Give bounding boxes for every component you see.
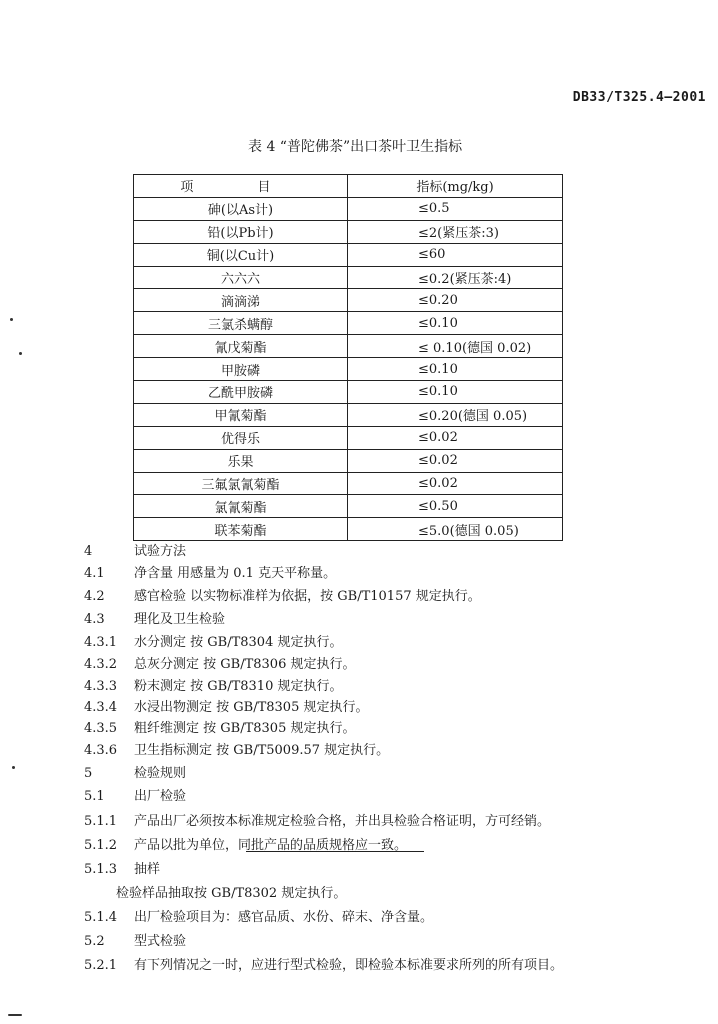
table-row: [134, 220, 563, 243]
clause-line: [84, 810, 550, 829]
table-title: 表 4 “普陀佛茶”出口茶叶卫生指标: [248, 139, 463, 155]
clause-number: 5.1.1: [84, 814, 118, 829]
clause-number: 5: [84, 766, 93, 781]
clause-number: 5.2.1: [84, 958, 118, 973]
value-cell: ≤0.20(德国 0.05): [348, 403, 563, 426]
value-cell: ≤0.20: [348, 289, 563, 312]
clause-number: 5.1.3: [84, 862, 118, 877]
item-cell: 三氟氯氰菊酯: [134, 472, 348, 495]
clause-number: 4.3.3: [84, 679, 118, 694]
table-row: [134, 449, 563, 472]
value-cell: ≤60: [348, 243, 563, 266]
item-cell: 滴滴涕: [134, 289, 348, 312]
clause-text: 抽样: [134, 862, 161, 877]
value-cell: ≤0.10: [348, 381, 563, 404]
clause-text: 产品出厂必须按本标准规定检验合格，并出具检验合格证明，方可经销。: [134, 814, 551, 829]
clause-line: [84, 858, 160, 877]
table-row: [134, 518, 563, 541]
value-cell: ≤5.0(德国 0.05): [348, 518, 563, 541]
table-row: [134, 289, 563, 312]
value-cell: ≤0.02: [348, 449, 563, 472]
clause-text: 粉末测定 按 GB/T8310 规定执行。: [134, 679, 343, 694]
clause-number: 4.3.6: [84, 743, 118, 758]
clause-text: 水分测定 按 GB/T8304 规定执行。: [134, 635, 343, 650]
item-cell: 甲胺磷: [134, 358, 348, 381]
table-row: [134, 403, 563, 426]
clause-text: 有下列情况之一时，应进行型式检验，即检验本标准要求所列的所有项目。: [134, 958, 564, 973]
item-cell: 三氯杀螨醇: [134, 312, 348, 335]
section-heading: [84, 540, 186, 559]
clause-text: 净含量 用感量为 0.1 克天平称量。: [134, 566, 337, 581]
table-row: [134, 426, 563, 449]
value-cell: ≤0.02: [348, 472, 563, 495]
clause-text: 出厂检验项目为：感官品质、水份、碎末、净含量。: [134, 910, 434, 925]
item-cell: 乐果: [134, 449, 348, 472]
value-cell: ≤0.10: [348, 312, 563, 335]
table-row: [134, 335, 563, 358]
value-cell: ≤0.50: [348, 495, 563, 518]
clause-text: 水浸出物测定 按 GB/T8305 规定执行。: [134, 700, 369, 715]
standard-code: DB33/T325.4—2001: [572, 90, 706, 105]
table-row: [134, 472, 563, 495]
clause-line: [116, 882, 346, 901]
item-cell: 优得乐: [134, 426, 348, 449]
clause-line: [84, 739, 389, 758]
clause-text: 粗纤维测定 按 GB/T8305 规定执行。: [134, 721, 356, 736]
table-row: [134, 197, 563, 220]
scan-speck: [10, 318, 13, 321]
horizontal-rule: [246, 851, 424, 852]
clause-number: 4.3.4: [84, 700, 118, 715]
clause-line: [84, 675, 342, 694]
item-cell: 氯氰菊酯: [134, 495, 348, 518]
clause-number: 5.1: [84, 789, 105, 804]
clause-line: [84, 717, 355, 736]
clause-number: 4.3.5: [84, 721, 118, 736]
item-cell: 铜(以Cu计): [134, 243, 348, 266]
clause-line: [84, 608, 225, 627]
scan-speck: [19, 352, 22, 355]
item-cell: 联苯菊酯: [134, 518, 348, 541]
clause-line: [84, 562, 336, 581]
clause-text: 理化及卫生检验: [134, 612, 226, 627]
clause-line: [84, 631, 342, 650]
item-cell: 甲氰菊酯: [134, 403, 348, 426]
clause-line: [84, 906, 433, 925]
table-row: [134, 495, 563, 518]
value-cell: ≤0.10: [348, 358, 563, 381]
clause-text: 检验规则: [134, 766, 187, 781]
clause-line: [84, 930, 186, 949]
clause-number: 5.1.2: [84, 838, 118, 853]
value-cell: ≤0.2(紧压茶:4): [348, 266, 563, 289]
clause-line: [84, 785, 186, 804]
clause-line: [84, 954, 563, 973]
clause-text: 总灰分测定 按 GB/T8306 规定执行。: [134, 657, 356, 672]
clause-line: [84, 653, 355, 672]
table-row: [134, 312, 563, 335]
clause-text: 型式检验: [134, 934, 187, 949]
clause-number: 5.2: [84, 934, 105, 949]
clause-text: 卫生指标测定 按 GB/T5009.57 规定执行。: [134, 743, 390, 758]
value-cell: ≤2(紧压茶:3): [348, 220, 563, 243]
scan-speck: [12, 766, 15, 769]
value-cell: ≤0.5: [348, 197, 563, 220]
clause-number: 5.1.4: [84, 910, 118, 925]
table-row: [134, 381, 563, 404]
hygiene-index-table: [133, 174, 563, 541]
clause-text: 检验样品抽取按 GB/T8302 规定执行。: [116, 886, 347, 901]
item-cell: 六六六: [134, 266, 348, 289]
clause-text: 出厂检验: [134, 789, 187, 804]
clause-text: 感官检验 以实物标准样为依据，按 GB/T10157 规定执行。: [134, 589, 481, 604]
item-cell: 氰戊菊酯: [134, 335, 348, 358]
item-cell: 乙酰甲胺磷: [134, 381, 348, 404]
table-row: [134, 358, 563, 381]
item-cell: 铅(以Pb计): [134, 220, 348, 243]
clause-number: 4.2: [84, 589, 105, 604]
clause-line: [84, 696, 368, 715]
clause-text: 产品以批为单位，同批产品的品质规格应一致。: [134, 838, 408, 853]
table-row: [134, 266, 563, 289]
value-cell: ≤0.02: [348, 426, 563, 449]
clause-text: 试验方法: [134, 544, 187, 559]
clause-number: 4: [84, 544, 93, 559]
clause-number: 4.1: [84, 566, 105, 581]
item-cell: 砷(以As计): [134, 197, 348, 220]
table-header-row: [134, 175, 563, 198]
column-header-value: 指标(mg/kg): [348, 175, 563, 198]
value-cell: ≤ 0.10(德国 0.02): [348, 335, 563, 358]
clause-number: 4.3.1: [84, 635, 118, 650]
scan-speck: [8, 1014, 22, 1016]
table-row: [134, 243, 563, 266]
clause-number: 4.3: [84, 612, 105, 627]
column-header-item: 项 目: [134, 175, 348, 198]
clause-number: 4.3.2: [84, 657, 118, 672]
clause-line: [84, 585, 481, 604]
section-heading: [84, 762, 186, 781]
